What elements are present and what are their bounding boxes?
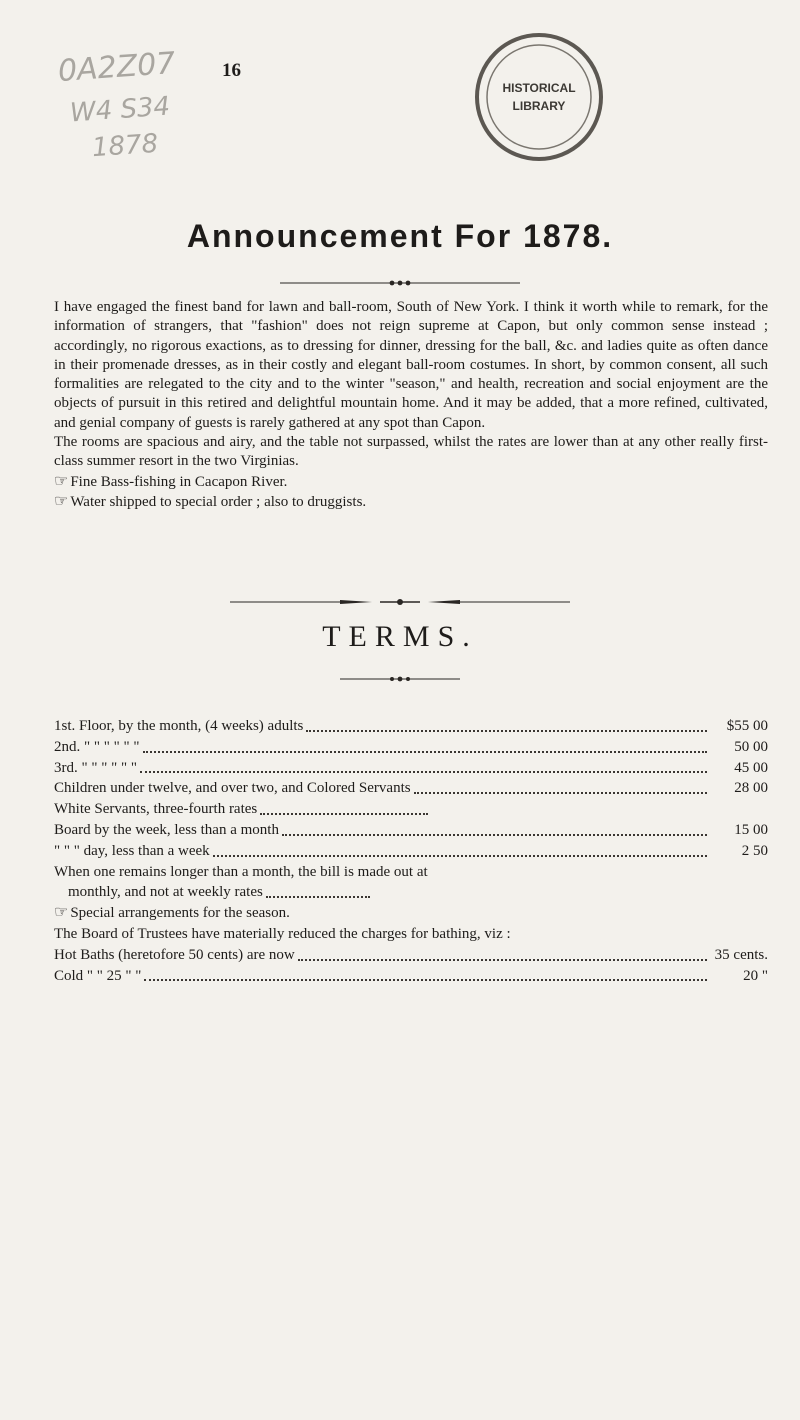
- ornamental-rule: [0, 594, 800, 612]
- pencil-mark: 1878: [91, 128, 160, 164]
- terms-list: [54, 716, 768, 986]
- library-stamp-icon: [470, 28, 608, 166]
- announcement-body: [54, 298, 768, 512]
- terms-row: When one remains longer than a month, the bill is made out at: [54, 863, 428, 880]
- pointing-hand-icon: ☞: [54, 904, 69, 922]
- ornamental-rule: [0, 670, 800, 688]
- paragraph-fashion: I have engaged the finest band for lawn and ball-room, South of New York. I think it worth while to remark, for the information of strangers, that "fashion" does not reign supreme at Capon, but only common sense instead ; accordingly, no rigorous exactions, as to dressing for dinner, dressing for the ball, &c. and ladies quite as often dance in their promenade dresses, as in their costly and elegant ball-room costumes. In short, by common consent, all such formalities are relegated to the city and to the winter "season," and health, recreation and social enjoyment are the objects of pursuit in this retired and delightful mountain home. And it may be added, that a more refined, cultivated, and genial company of guests is rarely gathered at any spot than Capon.: [54, 299, 768, 431]
- terms-row: Cold " " 25 " " 20 ": [54, 967, 768, 984]
- terms-row: 2nd. " " " " " " 50 00: [54, 738, 768, 755]
- terms-title: TERMS.: [322, 620, 478, 653]
- terms-row: monthly, and not at weekly rates: [54, 882, 768, 903]
- terms-row: The Board of Trustees have materially reduced the charges for bathing, viz :: [54, 925, 511, 942]
- terms-row: Children under twelve, and over two, and Colored Servants 28 00: [54, 780, 768, 797]
- terms-row: 3rd. " " " " " " 45 00: [54, 759, 768, 776]
- stamp-text-line-2: LIBRARY: [512, 99, 566, 113]
- terms-row: Hot Baths (heretofore 50 cents) are now 35 cents.: [54, 946, 768, 963]
- paragraph-rooms: The rooms are spacious and airy, and the table not surpassed, whilst the rates are lower than at any other really first-class summer resort in the two Virginias.: [54, 434, 768, 470]
- terms-row: ☞ Special arrangements for the season.: [54, 904, 290, 922]
- terms-row: Board by the week, less than a month 15 00: [54, 821, 768, 838]
- terms-row: " " " day, less than a week 2 50: [54, 842, 768, 859]
- announcement-heading: Announcement For 1878.: [186, 218, 614, 254]
- ornamental-rule: [0, 274, 800, 292]
- note-water-shipped: ☞ Water shipped to special order ; also to druggists.: [54, 492, 367, 510]
- pencil-mark: 0A2Z07: [56, 45, 177, 90]
- note-bass-fishing: ☞ Fine Bass-fishing in Cacapon River.: [54, 472, 288, 490]
- pencil-mark: W4 S34: [69, 91, 172, 129]
- terms-row: 1st. Floor, by the month, (4 weeks) adults $55 00: [54, 718, 768, 734]
- stamp-text-line-1: HISTORICAL: [502, 81, 576, 95]
- page-number: 16: [222, 60, 241, 81]
- terms-row: White Servants, three-fourth rates: [54, 799, 768, 820]
- pointing-hand-icon: ☞: [54, 492, 69, 510]
- pointing-hand-icon: ☞: [54, 472, 69, 490]
